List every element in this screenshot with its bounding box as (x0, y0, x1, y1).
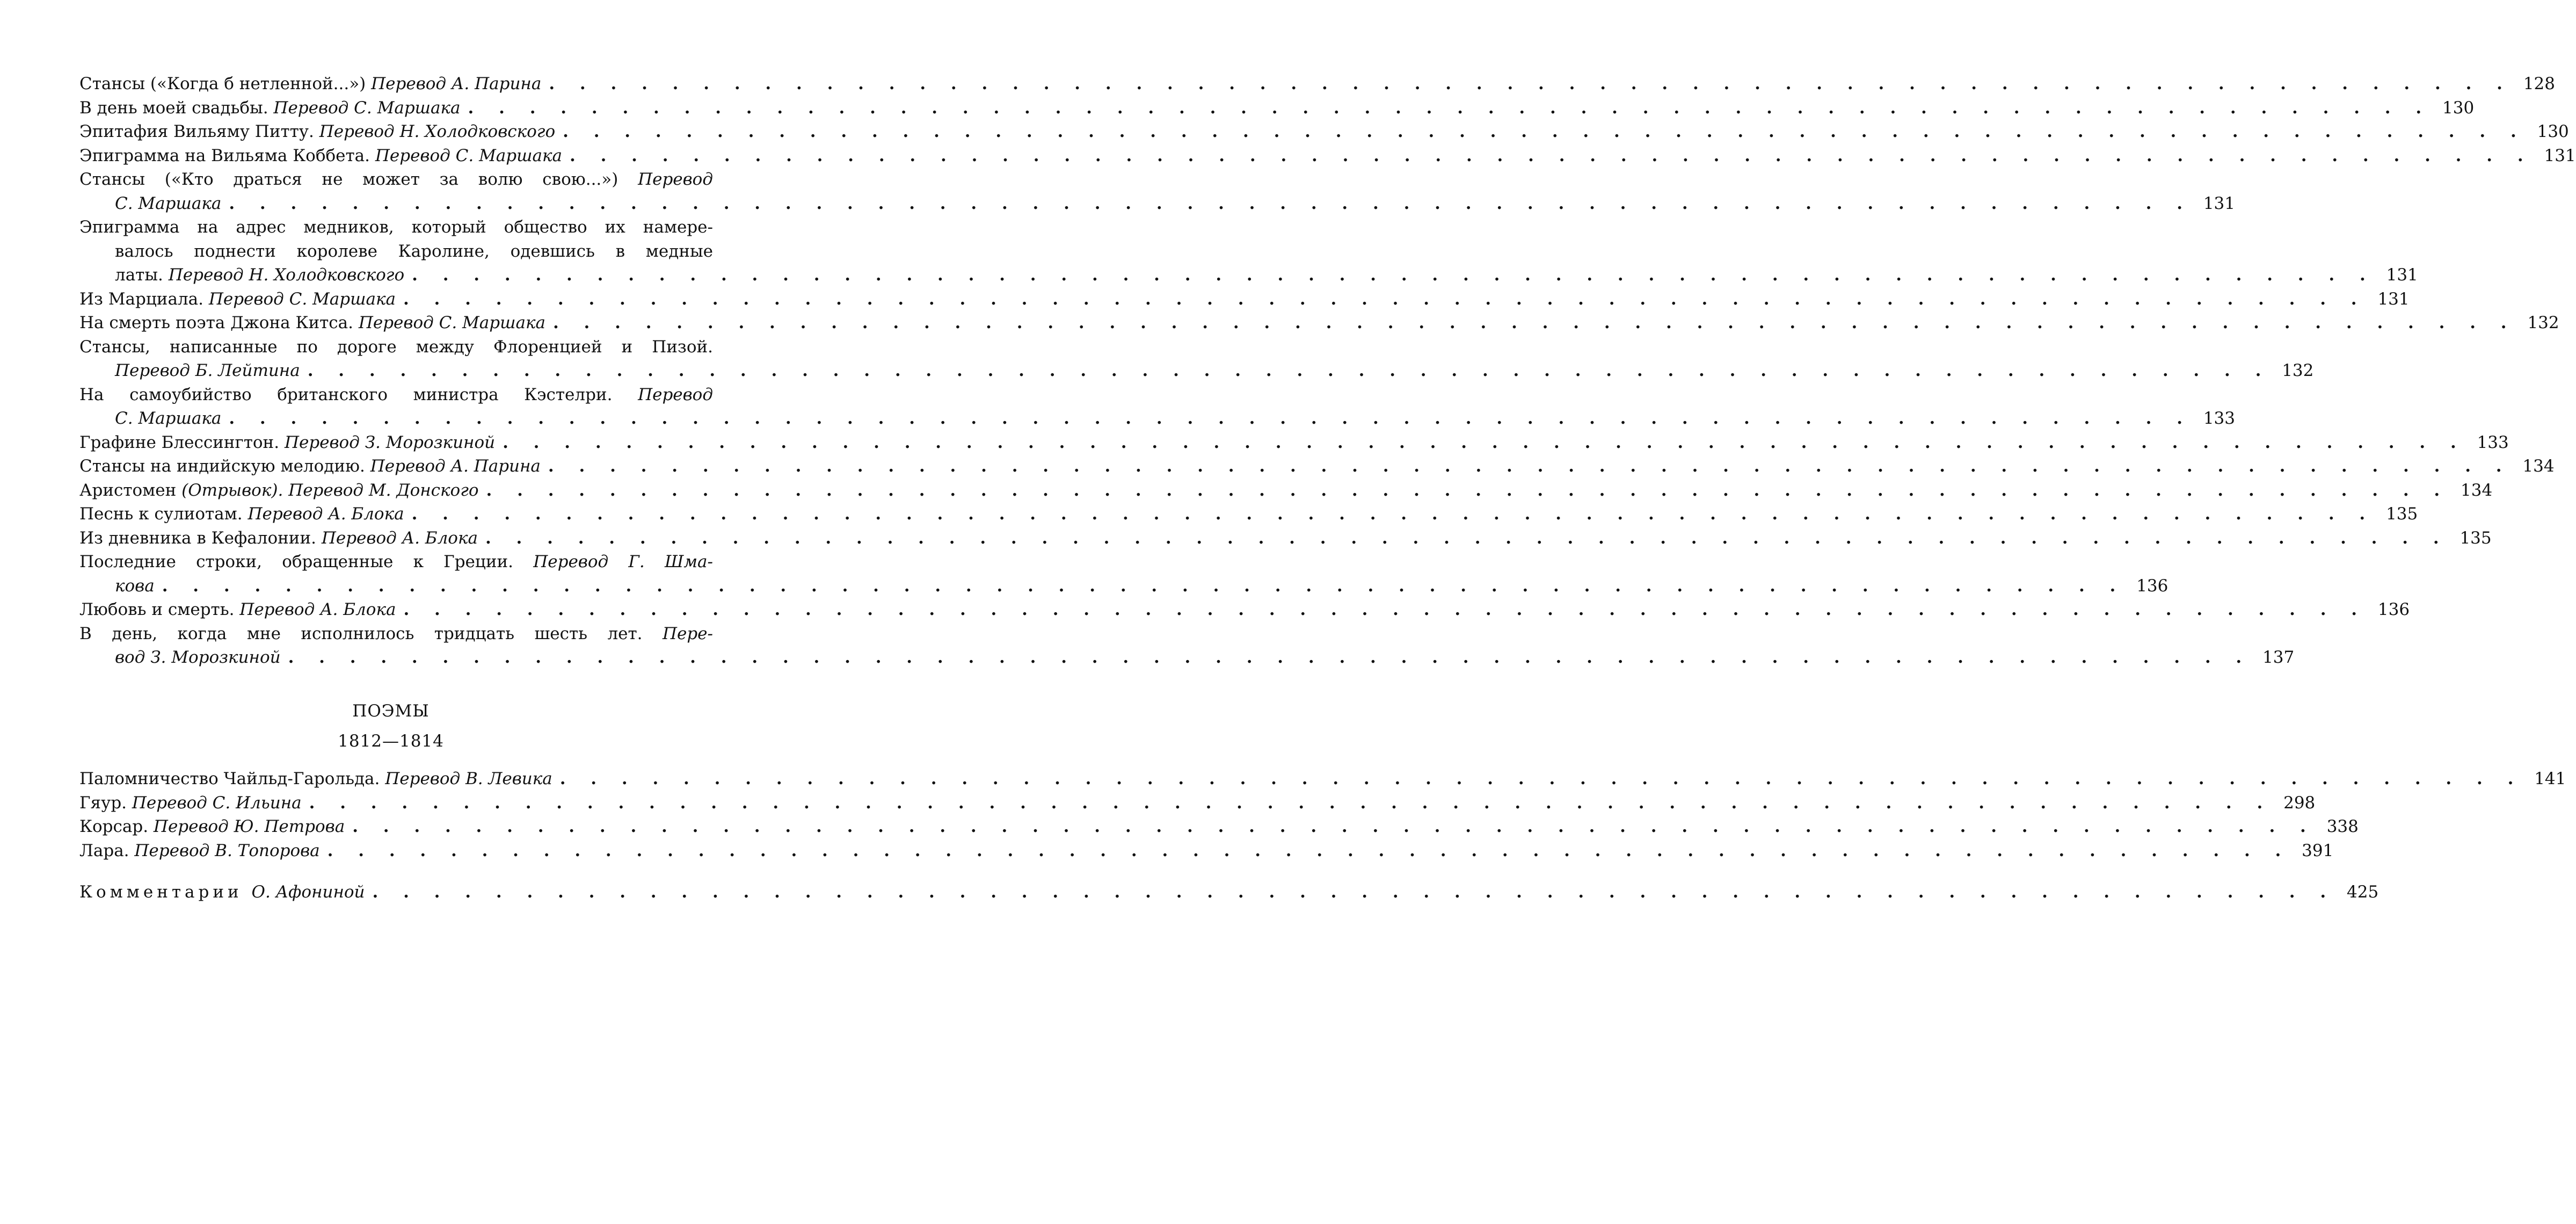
toc-line (79, 791, 2316, 815)
dot-leader (300, 359, 2271, 383)
toc-entry (79, 454, 2555, 479)
toc-entry (79, 526, 2492, 551)
dot-leader (404, 263, 2375, 287)
entry-title: Паломничество Чайльд-Гарольда. (79, 769, 385, 788)
entry-title: Эпиграмма на адрес медников, который общество их намере- (79, 218, 713, 237)
entry-translator: Пере- (662, 624, 713, 643)
entry-translator: кова (115, 576, 155, 596)
toc-entry (79, 72, 2555, 96)
entry-title: латы. (115, 265, 169, 285)
entry-title: валось поднести королеве Каролине, одевшись в медные (115, 241, 713, 261)
page-number: 136 (2136, 576, 2169, 596)
toc-line (79, 526, 2492, 551)
entry-text (79, 431, 495, 455)
toc-line (79, 72, 2555, 96)
page-number: 128 (2523, 74, 2555, 93)
entry-translator: С. Маршака (115, 409, 222, 428)
entry-title: На смерть поэта Джона Китса. (79, 313, 359, 332)
entry-translator: Перевод (638, 170, 713, 189)
dot-leader (302, 791, 2273, 815)
entry-title: Лара. (79, 841, 135, 860)
entry-translator: вод З. Морозкиной (115, 648, 281, 667)
toc-entry (79, 144, 2576, 168)
entry-text (79, 287, 396, 312)
toc-entry (79, 335, 2314, 383)
toc-line (79, 431, 2509, 455)
entry-translator: Перевод С. Маршака (375, 146, 562, 165)
toc-line (79, 287, 2410, 312)
toc-entry (79, 287, 2410, 312)
entry-translator: Перевод С. Маршака (358, 313, 545, 332)
entry-text (79, 526, 478, 551)
page-number: 134 (2461, 480, 2493, 500)
entry-translator: Перевод А. Блока (248, 504, 404, 524)
entry-translator: Перевод А. Парина (371, 74, 542, 93)
entry-translator: Перевод Г. Шма- (533, 552, 713, 571)
entry-translator: Перевод С. Маршака (273, 98, 461, 118)
toc-line (79, 767, 2566, 791)
toc-line (79, 335, 713, 359)
toc-line (79, 240, 713, 264)
entry-title: Стансы на индийскую мелодию. (79, 457, 370, 476)
entry-title: Стансы («Кто драться не может за волю свою...») (79, 170, 638, 189)
toc-entry (79, 598, 2410, 622)
entry-translator: Перевод Ю. Петрова (153, 817, 345, 836)
toc-line (79, 168, 713, 192)
toc-line (79, 263, 2418, 287)
page-number: 135 (2386, 504, 2418, 524)
toc-line (79, 479, 2493, 503)
dot-leader (545, 311, 2516, 335)
entry-title: На самоубийство британского министра Кэстелри. (79, 385, 638, 404)
dot-leader (345, 815, 2316, 839)
dot-leader (155, 574, 2126, 598)
entry-translator: (Отрывок). Перевод М. Донского (181, 480, 479, 500)
toc-line (79, 359, 2314, 383)
toc-line (79, 383, 713, 407)
entry-title: Стансы («Когда б нетленной...») (79, 74, 372, 93)
entry-text (79, 454, 541, 479)
dot-leader (552, 767, 2523, 791)
toc-line (79, 502, 2418, 526)
page-number: 298 (2283, 793, 2316, 813)
toc-poems-list (79, 767, 2566, 863)
page-number: 136 (2377, 600, 2410, 619)
toc-line (79, 311, 2559, 335)
entry-text (115, 574, 155, 598)
entry-text (115, 407, 221, 431)
dot-leader (478, 526, 2449, 551)
page-number: 133 (2203, 409, 2235, 428)
entry-translator: Перевод А. Парина (370, 457, 541, 476)
page-number: 133 (2477, 432, 2509, 452)
toc-line (79, 454, 2555, 479)
dot-leader (320, 839, 2291, 863)
entry-title: Любовь и смерть. (79, 600, 240, 619)
entry-translator: О. Афониной (251, 882, 365, 902)
toc-line (79, 880, 2379, 904)
page-number: 131 (2203, 193, 2235, 213)
dot-leader (365, 880, 2336, 904)
dot-leader (479, 479, 2450, 503)
page-number: 134 (2522, 457, 2555, 476)
entry-text (79, 311, 545, 335)
dot-leader (396, 287, 2367, 312)
entry-text (115, 646, 281, 670)
entry-title: Из Марциала. (79, 289, 209, 309)
entry-translator: С. Маршака (115, 193, 222, 213)
entry-text (79, 880, 365, 904)
toc-entry (79, 168, 2235, 215)
dot-leader (541, 454, 2512, 479)
toc-entry (79, 479, 2493, 503)
toc-entry (79, 383, 2235, 431)
toc-line (79, 144, 2576, 168)
entry-text (79, 479, 479, 503)
toc-entry (79, 550, 2169, 598)
entry-title: Эпитафия Вильяму Питту. (79, 122, 319, 141)
toc-entry (79, 622, 2295, 670)
toc-line (79, 574, 2169, 598)
entry-title: В день моей свадьбы. (79, 98, 274, 118)
entry-title: Аристомен (79, 480, 182, 500)
toc-entry (79, 431, 2509, 455)
page-number: 132 (2527, 313, 2559, 332)
dot-leader (396, 598, 2367, 622)
entry-text (79, 815, 345, 839)
toc-entry (79, 311, 2559, 335)
entry-title: Стансы, написанные по дороге между Флоренцией и Пизой. (79, 337, 713, 357)
entry-translator: Перевод А. Блока (321, 528, 478, 548)
page-number: 130 (2537, 122, 2569, 141)
entry-translator: Перевод А. Блока (239, 600, 396, 619)
dot-leader (404, 502, 2375, 526)
entry-title: Гяур. (79, 793, 132, 813)
page-number: 131 (2386, 265, 2418, 285)
entry-translator: Перевод В. Левика (385, 769, 552, 788)
toc-entry (79, 502, 2418, 526)
entry-text (79, 598, 396, 622)
entry-text (79, 72, 541, 96)
toc-lyrics-list (79, 72, 2576, 670)
entry-title: Песнь к сулиотам. (79, 504, 248, 524)
entry-text (115, 359, 300, 383)
entry-translator: Перевод С. Маршака (208, 289, 396, 309)
page-number: 131 (2544, 146, 2576, 165)
dot-leader (555, 120, 2526, 144)
toc-line (79, 120, 2569, 144)
entry-translator: Перевод Б. Лейтина (115, 361, 300, 380)
entry-translator: Перевод С. Ильина (132, 793, 302, 813)
dot-leader (562, 144, 2533, 168)
toc-line (79, 192, 2235, 216)
dot-leader (461, 96, 2432, 120)
entry-text (79, 96, 461, 120)
entry-translator: Перевод Н. Холодковского (168, 265, 405, 285)
entry-translator: Перевод (638, 385, 713, 404)
toc-line (79, 215, 713, 240)
page-number: 137 (2262, 648, 2295, 667)
entry-title: Из дневника в Кефалонии. (79, 528, 322, 548)
toc-line (79, 815, 2359, 839)
page-number: 135 (2459, 528, 2492, 548)
toc-entry (79, 215, 2418, 287)
toc-line (79, 598, 2410, 622)
page-number: 141 (2534, 769, 2566, 788)
page-number: 131 (2377, 289, 2410, 309)
entry-title: Эпиграмма на Вильяма Коббета. (79, 146, 375, 165)
toc-commentary (79, 880, 2379, 904)
dot-leader (221, 192, 2192, 216)
dot-leader (281, 646, 2252, 670)
entry-title: В день, когда мне исполнилось тридцать шесть лет. (79, 624, 663, 643)
entry-text (79, 767, 552, 791)
entry-text (115, 263, 404, 287)
toc-line (79, 96, 2475, 120)
page-number: 425 (2347, 882, 2379, 902)
entry-title: Последние строки, обращенные к Греции. (79, 552, 534, 571)
entry-translator: Перевод З. Морозкиной (284, 432, 496, 452)
dot-leader (541, 72, 2512, 96)
entry-translator: Перевод В. Топорова (134, 841, 320, 860)
entry-translator: Перевод Н. Холодковского (319, 122, 556, 141)
entry-text (79, 144, 562, 168)
toc-line (79, 646, 2295, 670)
toc-line (79, 839, 2334, 863)
toc-line (79, 550, 713, 574)
section-years: 1812—1814 (338, 731, 444, 751)
entry-title: Корсар. (79, 817, 154, 836)
toc-line (79, 622, 713, 646)
page-number: 132 (2282, 361, 2314, 380)
entry-text (79, 502, 404, 526)
toc-line (79, 407, 2235, 431)
page-number: 391 (2302, 841, 2334, 860)
page-number: 130 (2442, 98, 2475, 118)
toc-entry (79, 96, 2475, 120)
entry-title: Графине Блессингтон. (79, 432, 285, 452)
entry-text (79, 791, 302, 815)
entry-title: Комментарии (79, 882, 252, 902)
section-heading: ПОЭМЫ (352, 701, 430, 721)
entry-text (115, 192, 221, 216)
dot-leader (221, 407, 2192, 431)
entry-text (79, 120, 555, 144)
entry-text (79, 839, 320, 863)
toc-entry (79, 120, 2569, 144)
dot-leader (495, 431, 2466, 455)
page-number: 338 (2326, 817, 2359, 836)
